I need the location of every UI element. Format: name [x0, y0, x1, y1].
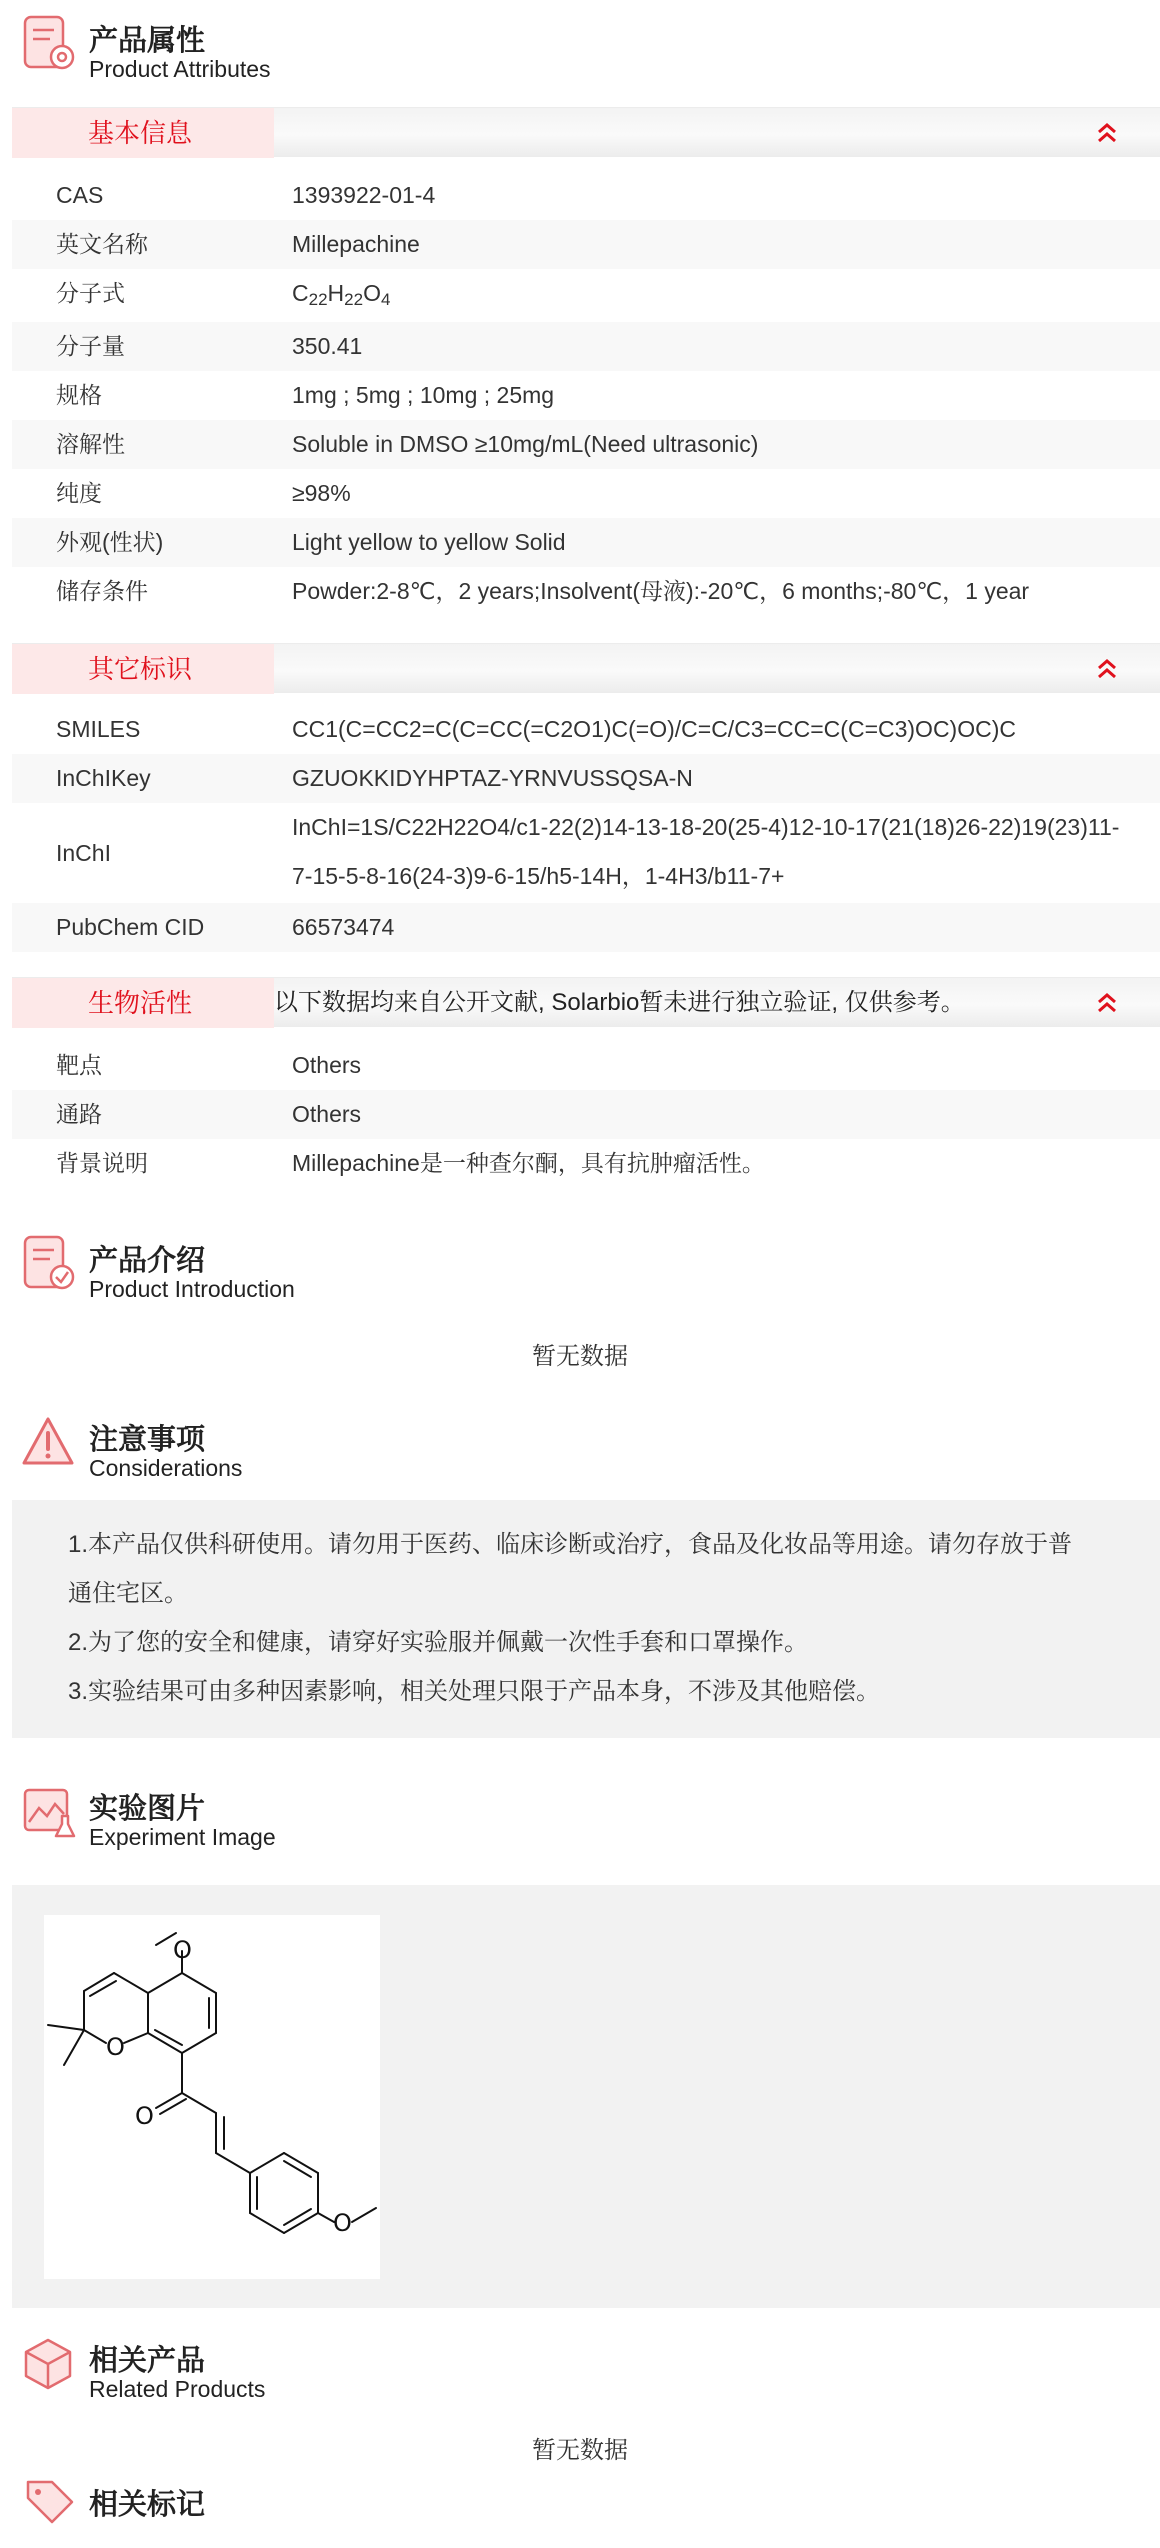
- attr-row: [12, 1090, 1160, 1139]
- attr-label: InChI: [56, 840, 111, 866]
- section-subtitle: Related Products: [89, 2376, 266, 2402]
- attr-value: Millepachine是一种查尔酮，具有抗肿瘤活性。: [292, 1150, 765, 1176]
- structure-image[interactable]: [44, 1915, 380, 2279]
- attr-value: 1mg ; 5mg ; 10mg ; 25mg: [292, 382, 555, 408]
- section-subtitle: Product Attributes: [89, 56, 271, 82]
- attr-value: ≥98%: [292, 480, 351, 506]
- oxygen-label: O: [333, 2209, 352, 2237]
- section-header-related-tags: [22, 2478, 622, 2548]
- attr-row: [12, 469, 1160, 518]
- attr-value: 350.41: [292, 333, 363, 359]
- document-check-icon: [22, 1234, 78, 1294]
- cube-icon: [22, 2334, 78, 2394]
- smiles-value: CC1(C=CC2=C(C=CC(=C2O1)C(=O)/C=C/C3=CC=C(C=C3)OC)OC)C: [292, 716, 1016, 742]
- section-header-introduction: [22, 1234, 622, 1304]
- oxygen-label: O: [173, 1936, 192, 1964]
- attr-row: [12, 420, 1160, 469]
- section-header-considerations: [22, 1413, 622, 1483]
- image-flask-icon: [22, 1782, 78, 1842]
- attr-label: SMILES: [56, 716, 141, 742]
- section-title: 注意事项: [89, 1424, 206, 1456]
- attr-value: Others: [292, 1101, 362, 1127]
- group-title: 基本信息: [12, 108, 274, 158]
- group-title: 其它标识: [12, 644, 274, 694]
- consideration-line: 通住宅区。: [68, 1580, 188, 1607]
- attr-row: [12, 518, 1160, 567]
- attr-label: 分子式: [56, 280, 125, 306]
- experiment-image-panel: [12, 1885, 1160, 2308]
- group-bar-other[interactable]: [12, 643, 1160, 693]
- section-title: 实验图片: [89, 1793, 206, 1825]
- chevron-double-up-icon[interactable]: [1094, 656, 1120, 682]
- attr-row: [12, 754, 1160, 803]
- section-title: 产品属性: [89, 25, 206, 57]
- attr-label: 规格: [56, 382, 102, 408]
- chevron-double-up-icon[interactable]: [1094, 990, 1120, 1016]
- attr-label: 分子量: [56, 333, 125, 359]
- attr-row: [12, 1041, 1160, 1090]
- attr-row: [12, 705, 1160, 754]
- attr-value: 1393922-01-4: [292, 182, 436, 208]
- attr-label: CAS: [56, 182, 104, 208]
- attr-label: 靶点: [56, 1052, 102, 1078]
- bio-disclaimer: 以下数据均来自公开文献, Solarbio暂未进行独立验证, 仅供参考。: [274, 989, 965, 1016]
- consideration-line: 1.本产品仅供科研使用。请勿用于医药、临床诊断或治疗，食品及化妆品等用途。请勿存放于普: [68, 1531, 1073, 1558]
- attr-row: [12, 322, 1160, 371]
- attr-value: Soluble in DMSO ≥10mg/mL(Need ultrasonic): [292, 431, 759, 457]
- attr-row: [12, 371, 1160, 420]
- attr-label: 纯度: [56, 480, 102, 506]
- inchi-value: InChI=1S/C22H22O4/c1-22(2)14-13-18-20(25-4)12-10-17(21(18)26-22)19(23)11-7-15-5-8-16(24-3)9-6-15/h5-14H，1-4H3/b11-7+: [292, 814, 1120, 889]
- attr-value: Powder:2-8℃，2 years;Insolvent(母液):-20℃，6 months;-80℃，1 year: [292, 578, 1030, 604]
- attr-row: [12, 903, 1160, 952]
- section-header-attributes: [22, 14, 622, 84]
- section-title: 产品介绍: [89, 1245, 206, 1277]
- empty-state-text: 暂无数据: [532, 1343, 628, 1370]
- oxygen-label: O: [106, 2033, 125, 2061]
- attr-label: 英文名称: [56, 231, 148, 257]
- chemical-structure-drawing: [44, 1915, 380, 2279]
- group-bar-bio[interactable]: [12, 977, 1160, 1027]
- section-header-experiment: [22, 1782, 622, 1852]
- attr-row: [12, 803, 1160, 903]
- attr-label: PubChem CID: [56, 914, 205, 940]
- section-header-related-products: [22, 2334, 622, 2404]
- section-title: 相关标记: [89, 2489, 206, 2521]
- section-title: 相关产品: [89, 2345, 206, 2377]
- attr-row: [12, 269, 1160, 318]
- attr-value: Light yellow to yellow Solid: [292, 529, 566, 555]
- section-subtitle: Product Introduction: [89, 1276, 295, 1302]
- oxygen-label: O: [135, 2102, 154, 2130]
- attr-label: 通路: [56, 1101, 102, 1127]
- chevron-double-up-icon[interactable]: [1094, 120, 1120, 146]
- attr-value: Millepachine: [292, 231, 420, 257]
- warning-icon: [22, 1413, 78, 1473]
- attr-label: 溶解性: [56, 431, 125, 457]
- attr-row: [12, 567, 1160, 616]
- empty-state-text: 暂无数据: [532, 2437, 628, 2464]
- attr-value: Others: [292, 1052, 362, 1078]
- pubchem-value: 66573474: [292, 914, 395, 940]
- section-subtitle: Experiment Image: [89, 1824, 276, 1850]
- molecular-formula: $C_{22}H_{22}O_4$: [292, 280, 391, 309]
- considerations-panel: [12, 1500, 1160, 1738]
- attr-row: [12, 1139, 1160, 1188]
- consideration-line: 2.为了您的安全和健康，请穿好实验服并佩戴一次性手套和口罩操作。: [68, 1629, 809, 1656]
- group-bar-basic[interactable]: [12, 107, 1160, 157]
- attr-row: [12, 171, 1160, 220]
- group-title: 生物活性: [12, 978, 274, 1028]
- attr-label: InChIKey: [56, 765, 151, 791]
- attr-label: 背景说明: [56, 1150, 148, 1176]
- inchikey-value: GZUOKKIDYHPTAZ-YRNVUSSQSA-N: [292, 765, 693, 791]
- attr-row: [12, 220, 1160, 269]
- attr-label: 储存条件: [56, 578, 148, 604]
- section-subtitle: Considerations: [89, 1455, 243, 1481]
- consideration-line: 3.实验结果可由多种因素影响，相关处理只限于产品本身，不涉及其他赔偿。: [68, 1678, 881, 1705]
- document-gear-icon: [22, 14, 78, 74]
- attr-label: 外观(性状): [56, 529, 164, 555]
- tag-icon: [22, 2478, 78, 2538]
